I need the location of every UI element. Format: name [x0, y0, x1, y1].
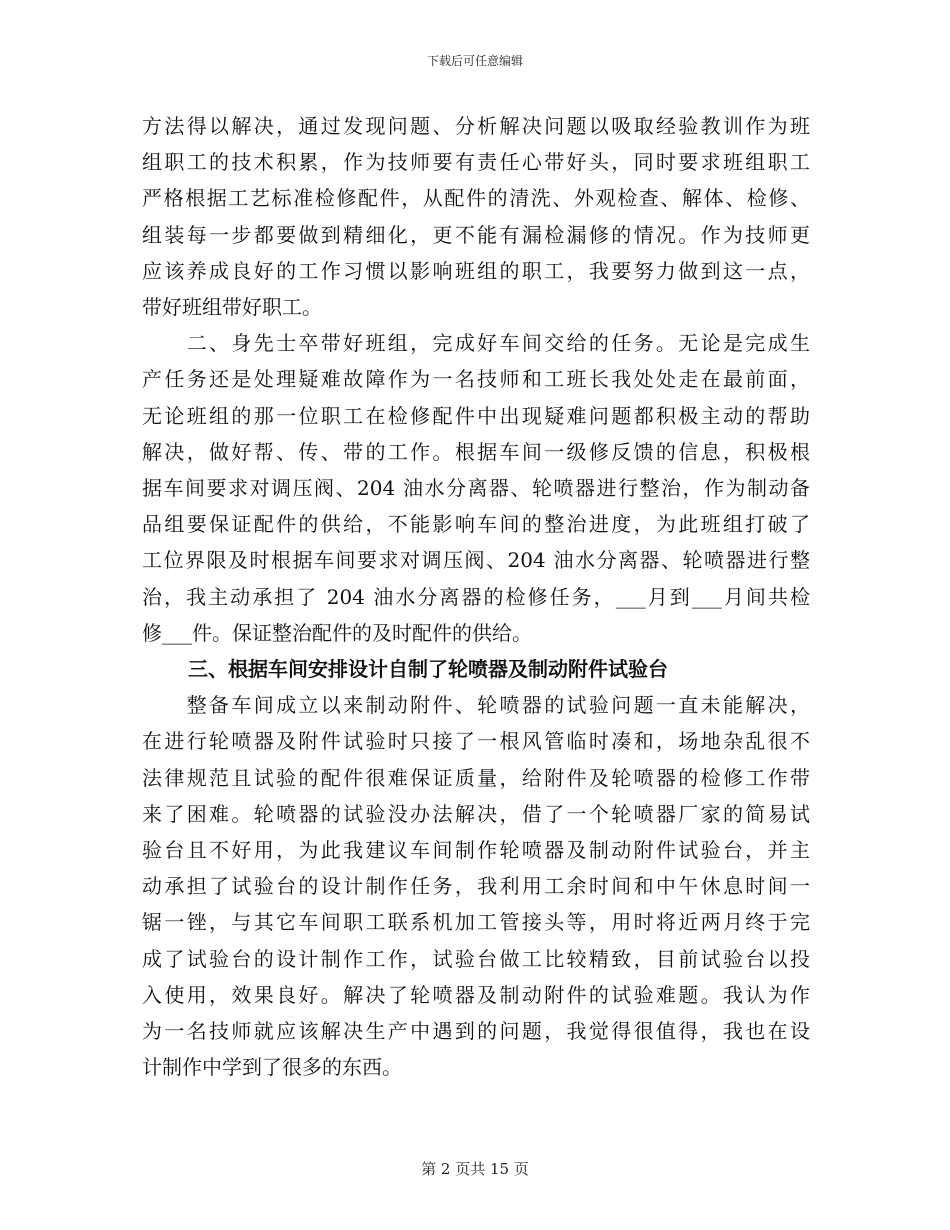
section-heading: 三、根据车间安排设计自制了轮喷器及制动附件试验台	[188, 657, 668, 682]
text-line: 计制作中学到了很多的东西。	[142, 1055, 402, 1080]
text-line: 据车间要求对调压阀、204 油水分离器、轮喷器进行整治，作为制动备	[142, 476, 810, 501]
text-line: 应该养成良好的工作习惯以影响班组的职工，我要努力做到这一点，	[142, 258, 810, 283]
text-line: 入使用，效果良好。解决了轮喷器及制动附件的试验难题。我认为作	[142, 982, 810, 1007]
text-line: 来了困难。轮喷器的试验没办法解决，借了一个轮喷器厂家的简易试	[142, 801, 810, 826]
text-line: 带好班组带好职工。	[142, 295, 322, 320]
text-line: 解决，做好帮、传、带的工作。根据车间一级修反馈的信息，积极根	[142, 439, 810, 464]
text-line: 验台且不好用，为此我建议车间制作轮喷器及制动附件试验台，并主	[142, 838, 810, 863]
text-line: 无论班组的那一位职工在检修配件中出现疑难问题都积极主动的帮助	[142, 403, 810, 428]
text-line: 治，我主动承担了 204 油水分离器的检修任务，___月到___月间共检	[142, 584, 810, 609]
text-line: 法律规范且试验的配件很难保证质量，给附件及轮喷器的检修工作带	[142, 765, 810, 790]
page-footer: 第 2 页共 15 页	[421, 1160, 529, 1178]
text-line: 严格根据工艺标准检修配件，从配件的清洗、外观检查、解体、检修、	[142, 186, 810, 211]
text-line: 在进行轮喷器及附件试验时只接了一根风管临时凑和，场地杂乱很不	[142, 729, 810, 754]
page-header: 下载后可任意编辑	[426, 54, 523, 68]
text-line: 产任务还是处理疑难故障作为一名技师和工班长我处处走在最前面，	[142, 367, 810, 392]
paragraph-1	[142, 108, 810, 325]
text-line: 整备车间成立以来制动附件、轮喷器的试验问题一直未能解决，	[142, 693, 810, 718]
text-line: 锯一锉，与其它车间职工联系机加工管接头等，用时将近两月终于完	[142, 910, 810, 935]
text-line: 成了试验台的设计制作工作，试验台做工比较精致，目前试验台以投	[142, 946, 810, 971]
text-line: 品组要保证配件的供给，不能影响车间的整治进度，为此班组打破了	[142, 512, 810, 537]
text-line: 方法得以解决，通过发现问题、分析解决问题以吸取经验教训作为班	[142, 114, 810, 138]
text-line: 组职工的技术积累，作为技师要有责任心带好头，同时要求班组职工	[142, 150, 810, 175]
paragraph-2	[142, 325, 810, 651]
text-line: 为一名技师就应该解决生产中遇到的问题，我觉得很值得，我也在设	[142, 1019, 810, 1044]
text-line: 动承担了试验台的设计制作任务，我利用工余时间和中午休息时间一	[142, 874, 810, 899]
text-line: 修___件。保证整治配件的及时配件的供给。	[142, 620, 532, 645]
paragraph-3	[142, 687, 810, 1085]
text-line: 工位界限及时根据车间要求对调压阀、204 油水分离器、轮喷器进行整	[142, 548, 810, 573]
text-line: 二、身先士卒带好班组，完成好车间交给的任务。无论是完成生	[142, 331, 810, 356]
text-line: 组装每一步都要做到精细化，更不能有漏检漏修的情况。作为技师更	[142, 222, 810, 247]
document-body	[142, 108, 810, 1085]
